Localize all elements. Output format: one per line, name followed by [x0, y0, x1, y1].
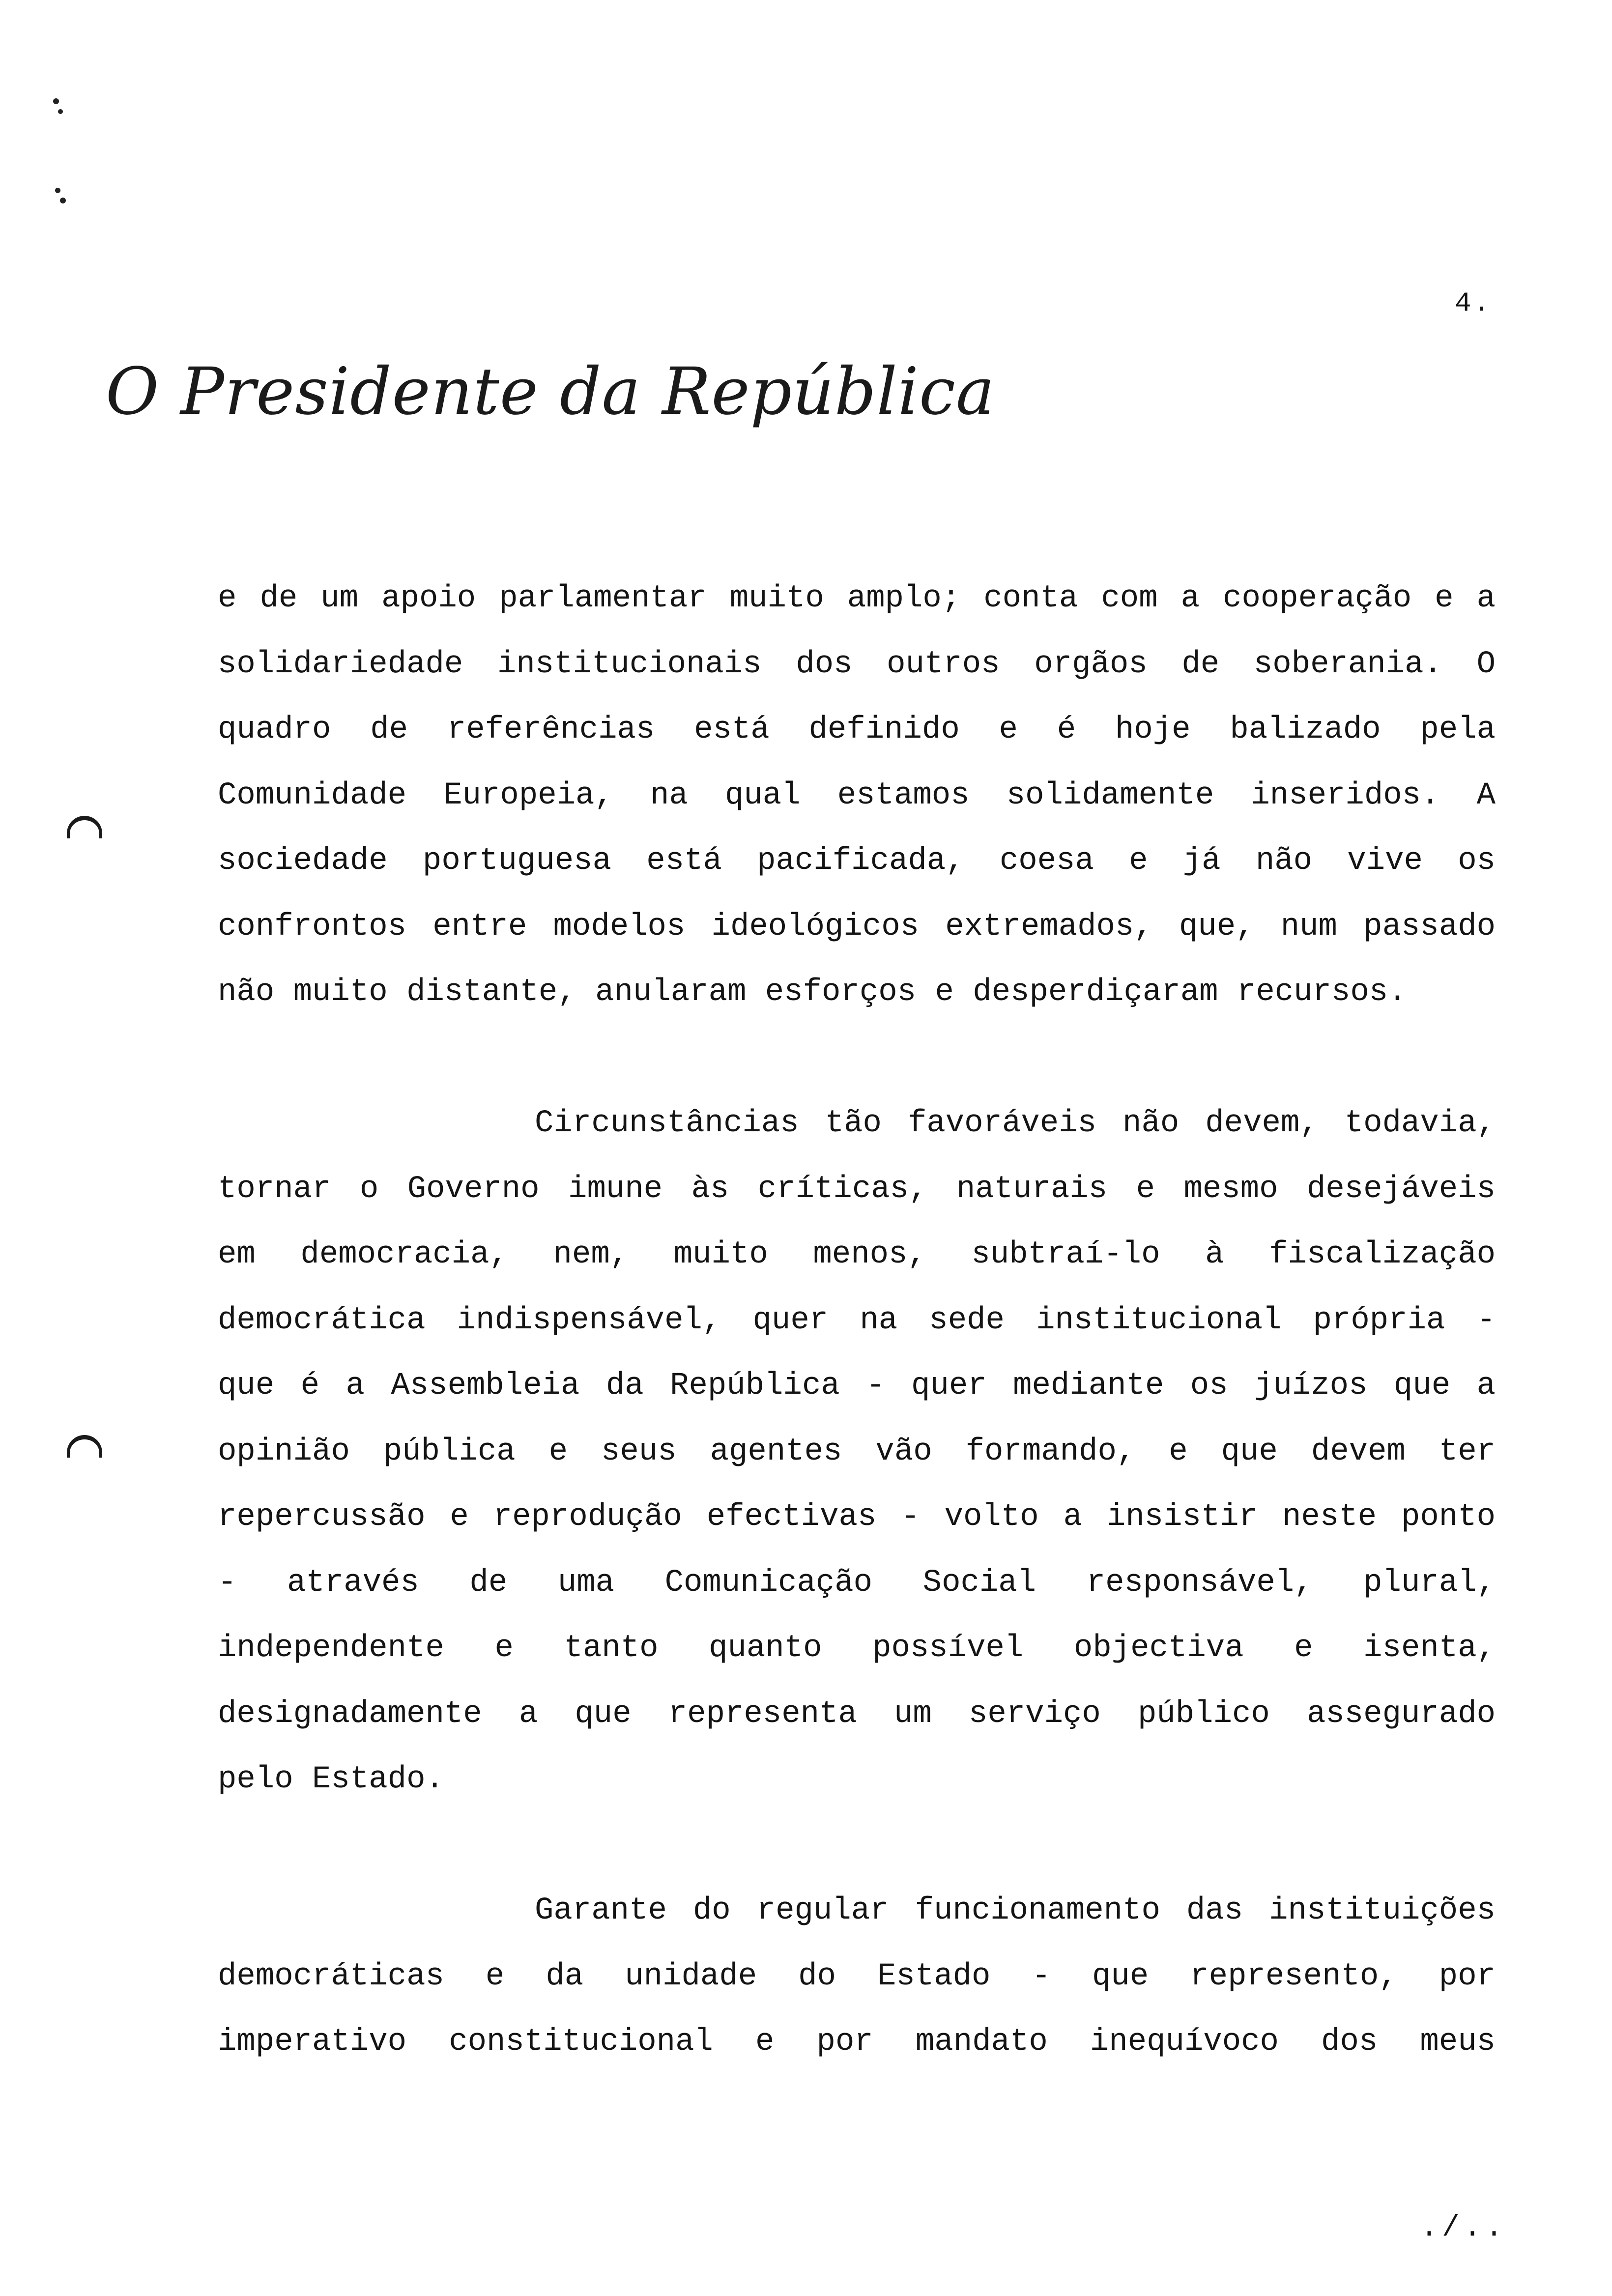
paragraph-1	[218, 566, 1496, 1026]
text-line: independente e tanto quanto possível objectiva e isenta,	[218, 1631, 1496, 1666]
scan-mark	[53, 98, 59, 104]
binder-hole-mark	[67, 816, 102, 838]
letterhead-title: O Presidente da República	[106, 354, 995, 430]
page-number: 4.	[1455, 287, 1492, 319]
scan-mark	[55, 188, 60, 193]
text-line: solidariedade institucionais dos outros orgãos de soberania. O	[218, 646, 1496, 682]
text-line: opinião pública e seus agentes vão formando, e que devem ter	[218, 1434, 1496, 1469]
text-line: em democracia, nem, muito menos, subtraí-lo à fiscalização	[218, 1237, 1496, 1272]
scan-mark	[58, 109, 63, 114]
binder-hole-mark	[67, 1435, 102, 1458]
text-line: e de um apoio parlamentar muito amplo; conta com a cooperação e a	[218, 581, 1496, 616]
text-line: que é a Assembleia da República - quer mediante os juízos que a	[218, 1368, 1496, 1404]
text-line: designadamente a que representa um serviço público assegurado	[218, 1696, 1496, 1732]
text-line: - através de uma Comunicação Social responsável, plural,	[218, 1565, 1496, 1601]
text-line: Garante do regular funcionamento das instituições	[535, 1893, 1496, 1928]
text-line: pelo Estado.	[218, 1762, 444, 1797]
text-line: quadro de referências está definido e é hoje balizado pela	[218, 712, 1496, 747]
text-line: não muito distante, anularam esforços e desperdiçaram recursos.	[218, 975, 1407, 1010]
text-line: repercussão e reprodução efectivas - volto a insistir neste ponto	[218, 1499, 1496, 1535]
text-line: Circunstâncias tão favoráveis não devem, todavia,	[535, 1106, 1496, 1141]
text-line: Comunidade Europeia, na qual estamos solidamente inseridos. A	[218, 777, 1496, 813]
text-line: tornar o Governo imune às críticas, naturais e mesmo desejáveis	[218, 1171, 1496, 1207]
text-line: democrática indispensável, quer na sede institucional própria -	[218, 1302, 1496, 1338]
text-line: confrontos entre modelos ideológicos extremados, que, num passado	[218, 909, 1496, 945]
scan-mark	[60, 198, 66, 203]
text-line: democráticas e da unidade do Estado - que represento, por	[218, 1958, 1496, 1994]
text-line: sociedade portuguesa está pacificada, coesa e já não vive os	[218, 843, 1496, 879]
paragraph-2	[218, 1091, 1496, 1813]
paragraph-3	[218, 1878, 1496, 2075]
text-line: imperativo constitucional e por mandato inequívoco dos meus	[218, 2024, 1496, 2060]
continuation-mark: ./..	[1420, 2211, 1507, 2245]
